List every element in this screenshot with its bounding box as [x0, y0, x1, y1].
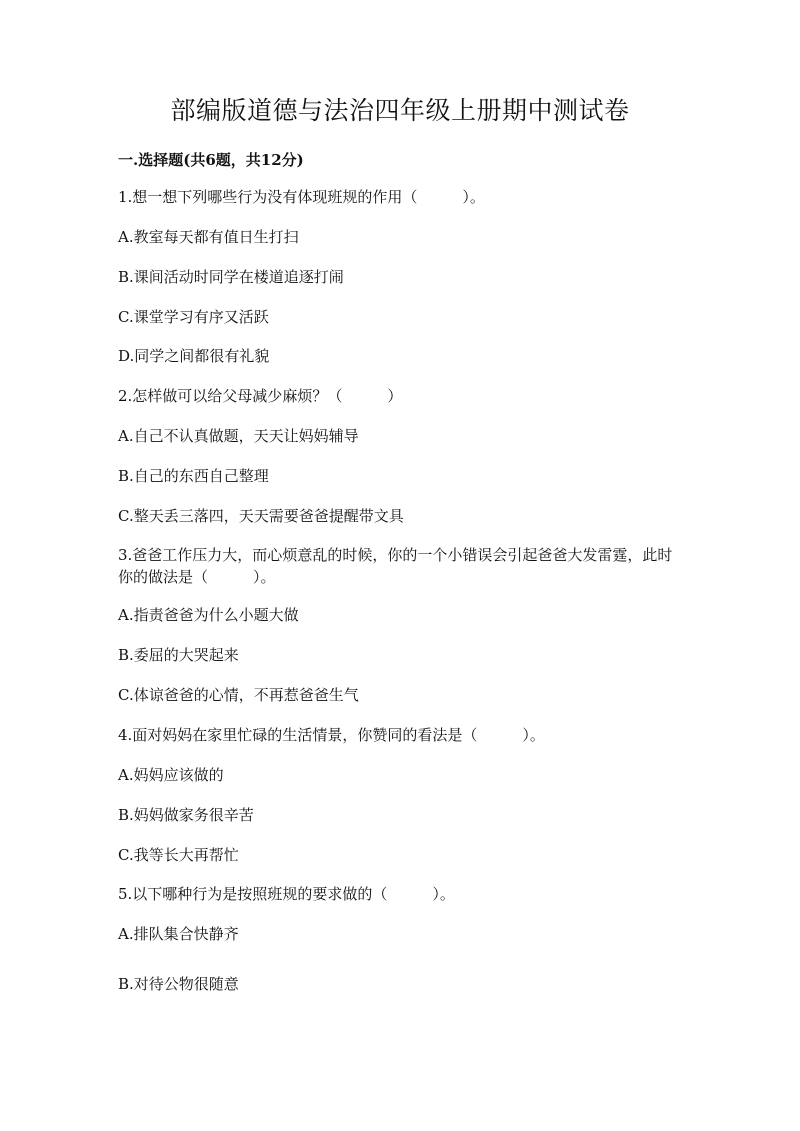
question-2-option-b: B.自己的东西自己整理 [118, 467, 269, 485]
question-2-option-c: C.整天丢三落四，天天需要爸爸提醒带文具 [118, 507, 404, 525]
question-3-option-a: A.指责爸爸为什么小题大做 [118, 606, 299, 624]
question-5-option-b: B.对待公物很随意 [118, 975, 239, 993]
question-1-option-c: C.课堂学习有序又活跃 [118, 308, 269, 326]
question-1-option-a: A.教室每天都有值日生打扫 [118, 228, 299, 246]
question-4-option-b: B.妈妈做家务很辛苦 [118, 806, 254, 824]
question-3-option-b: B.委屈的大哭起来 [118, 646, 239, 664]
question-3-option-c: C.体谅爸爸的心情，不再惹爸爸生气 [118, 686, 359, 704]
question-4-stem: 4.面对妈妈在家里忙碌的生活情景，你赞同的看法是（ ）。 [118, 726, 545, 744]
question-2-option-a: A.自己不认真做题，天天让妈妈辅导 [118, 427, 359, 445]
page-title: 部编版道德与法治四年级上册期中测试卷 [170, 96, 630, 125]
question-5-option-a: A.排队集合快静齐 [118, 925, 239, 943]
question-4-option-c: C.我等长大再帮忙 [118, 846, 239, 864]
section-heading: 一.选择题(共6题，共12分) [118, 151, 304, 169]
question-5-stem: 5.以下哪种行为是按照班规的要求做的（ ）。 [118, 885, 455, 903]
question-4-option-a: A.妈妈应该做的 [118, 766, 224, 784]
question-2-stem: 2.怎样做可以给父母减少麻烦？（ ） [118, 387, 403, 405]
question-1-option-b: B.课间活动时同学在楼道追逐打闹 [118, 268, 344, 286]
question-1-option-d: D.同学之间都很有礼貌 [118, 347, 270, 365]
question-3-stem: 3.爸爸工作压力大，而心烦意乱的时候，你的一个小错误会引起爸爸大发雷霆，此时你的做法是（ ）。 [118, 546, 673, 586]
question-1-stem: 1.想一想下列哪些行为没有体现班规的作用（ ）。 [118, 188, 485, 206]
